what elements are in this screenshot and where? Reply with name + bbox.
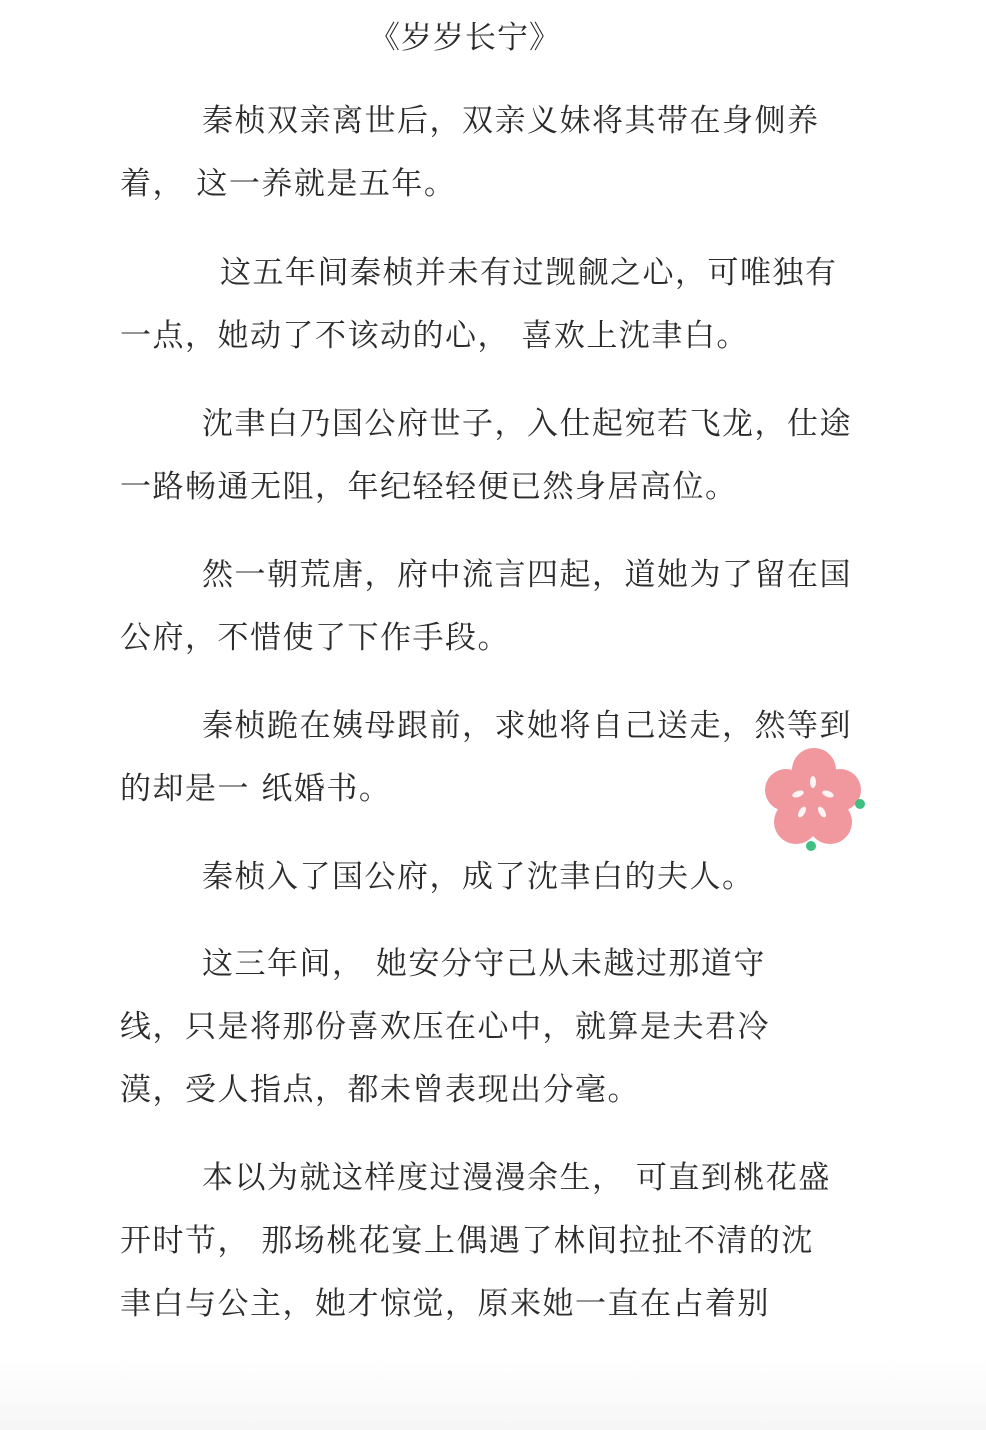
paragraph-1: 秦桢双亲离世后，双亲义妹将其带在身侧养着， 这一养就是五年。 [120,103,820,202]
bottom-fade [0,1360,986,1430]
paragraph-6: 秦桢入了国公府，成了沈聿白的夫人。 [202,859,755,895]
plum-blossom-icon [758,748,870,854]
document-title: 《岁岁长宁》 [369,20,561,56]
paragraph-4: 然一朝荒唐，府中流言四起，道她为了留在国公府，不惜使了下作手段。 [120,557,852,656]
paragraph-7: 这三年间， 她安分守己从未越过那道守线，只是将那份喜欢压在心中，就算是夫君冷漠，受人指点，都未曾表现出分毫。 [120,946,770,1108]
paragraph-3: 沈聿白乃国公府世子，入仕起宛若飞龙，仕途一路畅通无阻，年纪轻轻便已然身居高位。 [120,406,852,505]
paragraph-8: 本以为就这样度过漫漫余生， 可直到桃花盛开时节， 那场桃花宴上偶遇了林间拉扯不清的沈聿白与公主，她才惊觉，原来她一直在占着别 [120,1160,831,1322]
paragraph-5: 秦桢跪在姨母跟前，求她将自己送走，然等到的却是一 纸婚书。 [120,708,852,807]
paragraph-2: 这五年间秦桢并未有过觊觎之心，可唯独有一点，她动了不该动的心， 喜欢上沈聿白。 [120,255,838,354]
